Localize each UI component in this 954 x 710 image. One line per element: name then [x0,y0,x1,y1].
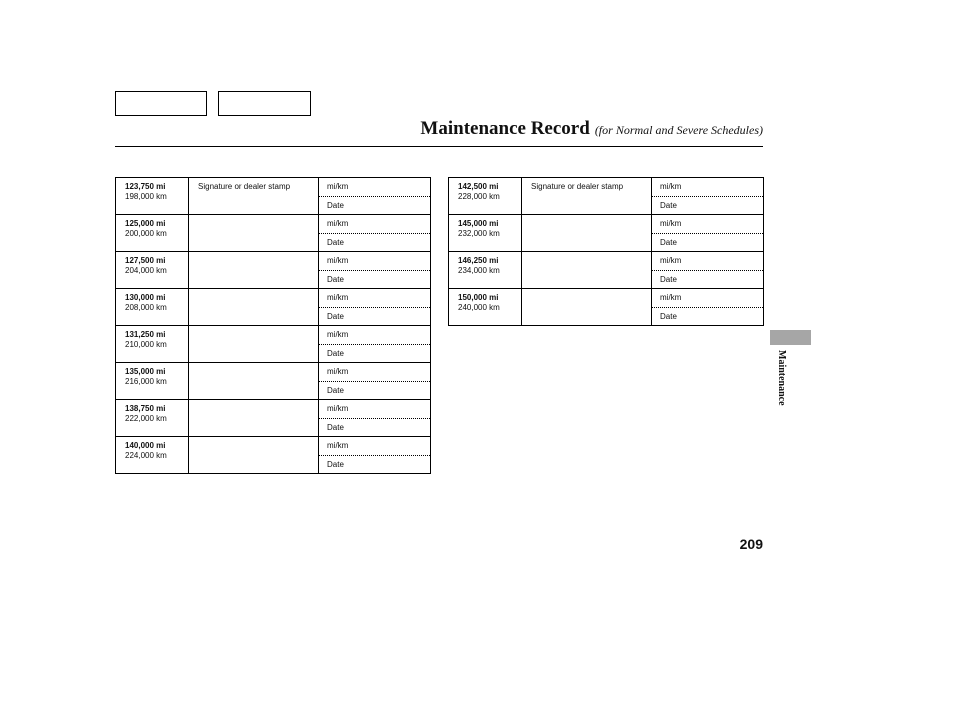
maintenance-table-right [448,177,764,326]
mileage-km: 198,000 km [125,192,167,201]
record-row [116,289,431,308]
record-row [449,215,764,234]
mileage-cell [449,215,522,252]
signature-label: Signature or dealer stamp [198,182,291,191]
date-field[interactable] [319,344,431,363]
record-row [116,215,431,234]
mileage-km: 204,000 km [125,266,167,275]
signature-cell[interactable] [522,215,652,252]
mikm-field[interactable] [319,437,431,456]
mikm-field[interactable] [652,215,764,234]
date-field[interactable] [319,418,431,437]
mileage-cell [116,363,189,400]
mikm-field[interactable] [652,178,764,197]
date-label: Date [327,348,344,358]
signature-cell[interactable] [522,178,652,215]
date-label: Date [660,311,677,321]
nav-box-right[interactable] [218,91,311,116]
date-label: Date [327,274,344,284]
signature-cell[interactable] [189,400,319,437]
maintenance-table-left [115,177,431,474]
mileage-km: 224,000 km [125,451,167,460]
mileage-km: 210,000 km [125,340,167,349]
mileage-cell [449,289,522,326]
date-field[interactable] [652,270,764,289]
mileage-cell [116,326,189,363]
mikm-field[interactable] [319,178,431,197]
mikm-field[interactable] [319,326,431,345]
mikm-field[interactable] [319,400,431,419]
date-label: Date [327,311,344,321]
record-row [116,178,431,197]
mikm-label: mi/km [327,441,349,450]
mileage-km: 208,000 km [125,303,167,312]
mileage-km: 222,000 km [125,414,167,423]
signature-cell[interactable] [522,289,652,326]
date-field[interactable] [652,233,764,252]
mikm-label: mi/km [327,367,349,376]
signature-cell[interactable] [522,252,652,289]
signature-cell[interactable] [189,178,319,215]
mileage-km: 216,000 km [125,377,167,386]
record-row [116,252,431,271]
record-row [449,178,764,197]
mikm-field[interactable] [319,252,431,271]
date-label: Date [660,237,677,247]
mileage-mi: 125,000 mi [125,219,166,228]
page-subtitle: (for Normal and Severe Schedules) [594,123,763,137]
mileage-km: 234,000 km [458,266,500,275]
record-row [449,252,764,271]
mileage-mi: 131,250 mi [125,330,166,339]
date-field[interactable] [652,196,764,215]
date-field[interactable] [319,307,431,326]
mileage-km: 200,000 km [125,229,167,238]
mileage-cell [116,400,189,437]
mileage-mi: 150,000 mi [458,293,499,302]
date-label: Date [327,237,344,247]
date-field[interactable] [319,270,431,289]
mikm-field[interactable] [319,215,431,234]
signature-cell[interactable] [189,363,319,400]
mileage-mi: 130,000 mi [125,293,166,302]
mileage-cell [116,178,189,215]
date-label: Date [327,385,344,395]
record-row [449,289,764,308]
mileage-mi: 142,500 mi [458,182,499,191]
mileage-mi: 146,250 mi [458,256,499,265]
mikm-field[interactable] [319,363,431,382]
mikm-label: mi/km [327,330,349,339]
mileage-mi: 140,000 mi [125,441,166,450]
record-row [116,363,431,382]
page-title: Maintenance Record [420,118,590,139]
mikm-field[interactable] [652,252,764,271]
date-field[interactable] [319,196,431,215]
date-label: Date [327,422,344,432]
mileage-cell [116,437,189,474]
nav-box-left[interactable] [115,91,207,116]
mileage-km: 228,000 km [458,192,500,201]
date-label: Date [327,459,344,469]
date-field[interactable] [319,455,431,474]
mikm-label: mi/km [327,182,349,191]
mileage-mi: 127,500 mi [125,256,166,265]
record-row [116,400,431,419]
mikm-field[interactable] [652,289,764,308]
signature-label: Signature or dealer stamp [531,182,624,191]
mikm-label: mi/km [660,219,682,228]
date-field[interactable] [319,381,431,400]
date-field[interactable] [652,307,764,326]
mikm-label: mi/km [660,256,682,265]
mikm-field[interactable] [319,289,431,308]
mileage-mi: 145,000 mi [458,219,499,228]
mikm-label: mi/km [327,404,349,413]
date-label: Date [660,274,677,284]
section-tab[interactable] [770,330,811,345]
mikm-label: mi/km [660,182,682,191]
mileage-cell [116,215,189,252]
mikm-label: mi/km [660,293,682,302]
date-field[interactable] [319,233,431,252]
mileage-mi: 135,000 mi [125,367,166,376]
signature-cell[interactable] [189,289,319,326]
mileage-km: 232,000 km [458,229,500,238]
record-row [116,437,431,456]
mileage-km: 240,000 km [458,303,500,312]
mikm-label: mi/km [327,293,349,302]
page-number: 209 [739,536,763,552]
date-label: Date [660,200,677,210]
signature-cell[interactable] [189,252,319,289]
mikm-label: mi/km [327,256,349,265]
mileage-cell [449,252,522,289]
mileage-mi: 138,750 mi [125,404,166,413]
page-header [115,118,763,146]
record-row [116,326,431,345]
mileage-cell [449,178,522,215]
signature-cell[interactable] [189,215,319,252]
date-label: Date [327,200,344,210]
signature-cell[interactable] [189,437,319,474]
header-rule [115,146,763,147]
mileage-cell [116,289,189,326]
section-label: Maintenance [776,350,787,406]
signature-cell[interactable] [189,326,319,363]
mikm-label: mi/km [327,219,349,228]
mileage-mi: 123,750 mi [125,182,166,191]
mileage-cell [116,252,189,289]
